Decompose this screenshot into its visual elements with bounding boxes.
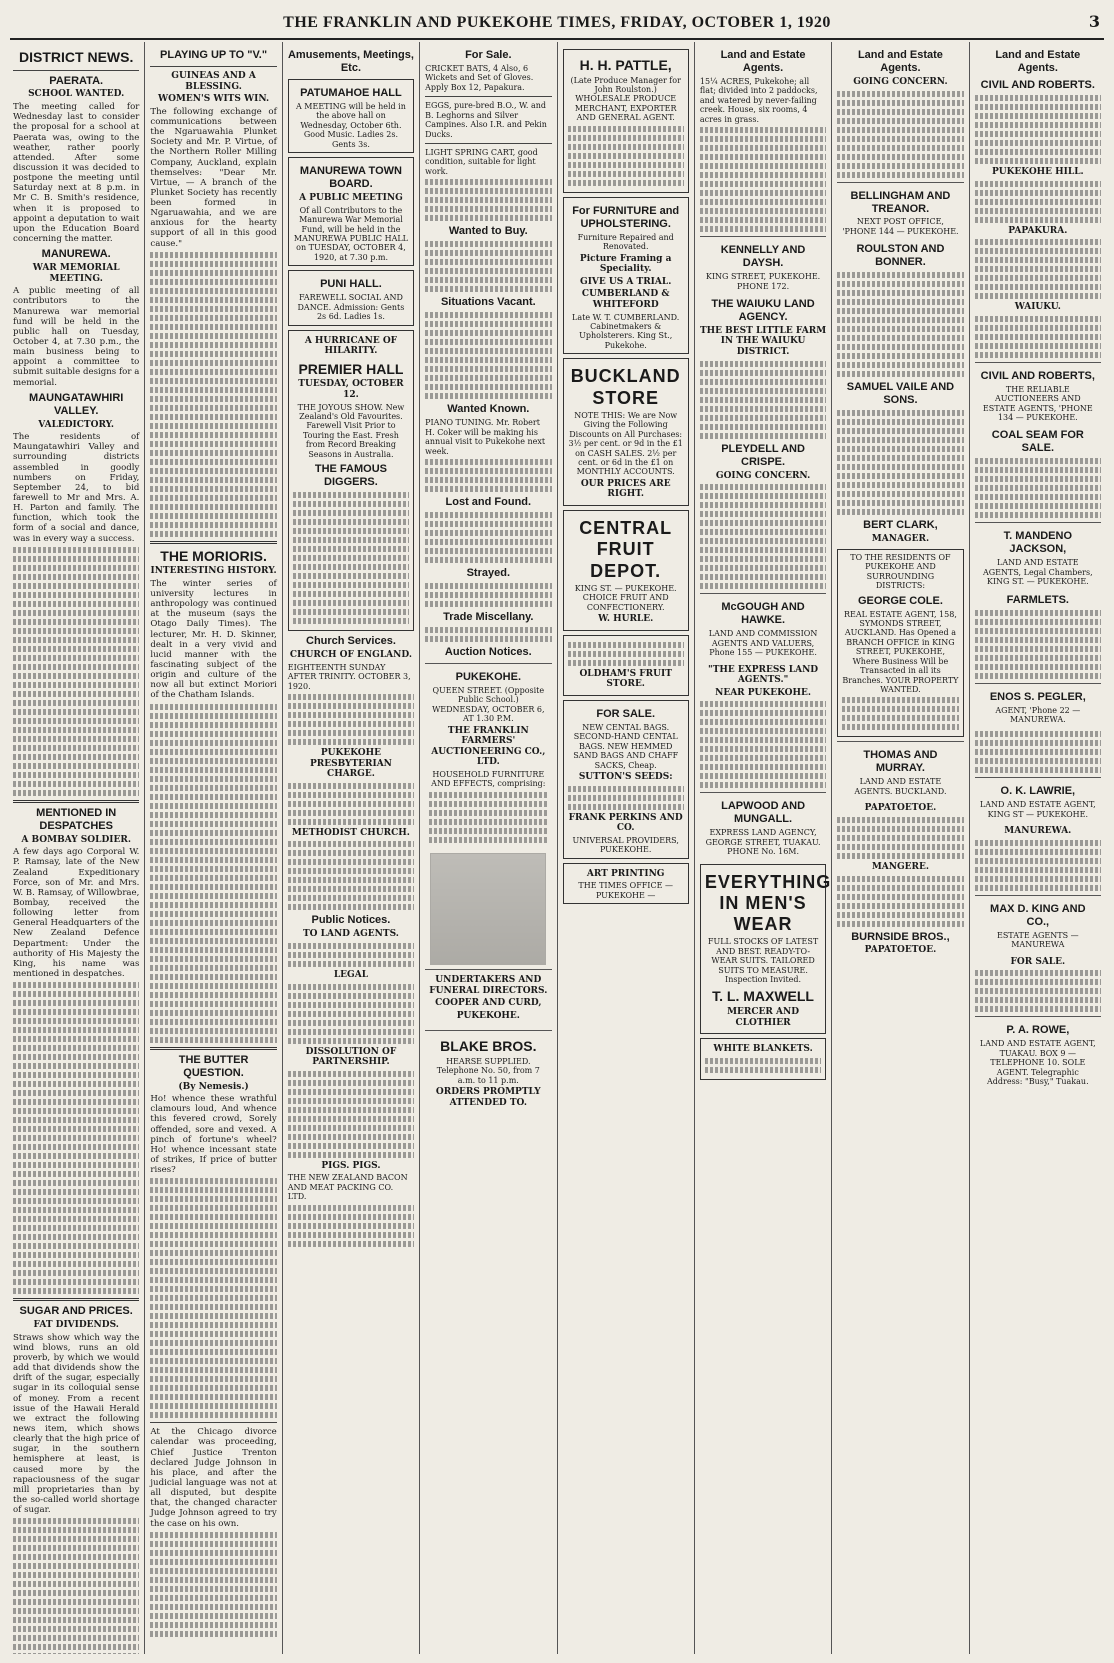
- article-subheading: GUINEAS AND A BLESSING.: [171, 70, 256, 92]
- agent-address: LAND AND COMMISSION AGENTS AND VALUERS, Phone 155 — PUKEKOHE.: [708, 629, 818, 658]
- ad-heading: PUNI HALL.: [320, 278, 382, 291]
- ad-subheading: ORDERS PROMPTLY ATTENDED TO.: [435, 1087, 541, 1108]
- agent-name: BURNSIDE BROS.,: [851, 930, 950, 943]
- section-heading: Auction Notices.: [444, 645, 532, 658]
- listing-heading: MANGERE.: [871, 861, 930, 872]
- listing-heading: WAIUKU.: [1014, 302, 1061, 313]
- column-2: [145, 42, 282, 1654]
- article-heading: MANUREWA.: [41, 248, 111, 261]
- listing-heading: MANUREWA.: [1004, 826, 1072, 837]
- advertisement: [288, 270, 414, 325]
- ad-subheading: A PUBLIC MEETING: [299, 193, 403, 204]
- ad-subheading: SUTTON'S SEEDS:: [578, 772, 673, 783]
- ad-body: THE JOYOUS SHOW. New Zealand's Old Favourites. Farewell Visit Prior to Touring the East. Fresh from Record Breaking Seasons in Australia.: [297, 402, 405, 459]
- advertisement: [837, 549, 963, 738]
- ad-heading: T. L. MAXWELL: [712, 988, 814, 1005]
- agent-name: KENNELLY AND DAYSH.: [720, 244, 806, 270]
- ad-subheading: UNDERTAKERS AND FUNERAL DIRECTORS.: [429, 974, 548, 996]
- agent-name: THOMAS AND MURRAY.: [863, 749, 938, 775]
- ad-subheading: A HURRICANE OF HILARITY.: [304, 335, 398, 357]
- article-body: The residents of Maungatawhiri Valley and surrounding districts assembled in goodly numbers on Friday, September 24, to bid farewell to Mr and Mrs. A. H. Parton and family. The function, which took the form of a social and dance, was in every way a success.: [13, 432, 140, 544]
- agent-address: LAND AND ESTATE AGENTS, Legal Chambers, KING ST. — PUKEKOHE.: [983, 558, 1093, 587]
- agent-block: [975, 777, 1101, 822]
- advertisement: [563, 358, 689, 506]
- masthead: [10, 8, 1104, 40]
- advertisement: [563, 863, 689, 904]
- listing-heading: NEAR PUKEKOHE.: [715, 687, 812, 698]
- advertisement: [563, 197, 689, 355]
- article-subheading: WAR MEMORIAL MEETING.: [32, 263, 120, 284]
- ad-body: NOTE THIS: We are Now Giving the Following Discounts on All Purchases: 3½ per cent. or 9d in the £1 on CASH SALES. 2½ per cent. or 6d in the £1 on MONTHLY ACCOUNTS.: [568, 410, 683, 477]
- agent-name: McGOUGH AND HAWKE.: [721, 601, 805, 627]
- article-body: The winter series of university lectures in anthropology was continued at the museum (says the Otago Daily Times). The lecturer, Mr. H. D. Skinner, dealt in a very vivid and lucid manner with the fascinating subject of the origin and culture of the now all but extinct Moriori of the Chatham Islands.: [150, 578, 277, 701]
- article-body: The following exchange of communications between the Ngaruawahia Plunket Society and Mr. P. Virtue, of the Northern Roller Milling Company, Auckland, explain themselves: "Dear Mr. Virtue, — A branch of the Plunket Society has recently been formed in Ngaruawahia, and we are anxious for the hearty support of all in this good cause.": [150, 106, 277, 249]
- ad-heading: COOPER AND CURD,: [435, 998, 542, 1009]
- ad-heading: OLDHAM'S FRUIT STORE.: [579, 668, 672, 690]
- ad-subheading: W. HURLE.: [598, 614, 654, 625]
- ad-body: (Late Produce Manager for John Roulston.) WHOLESALE PRODUCE MERCHANT, EXPORTER AND GENERAL AGENT.: [570, 75, 681, 123]
- agent-block: [975, 362, 1101, 426]
- section-heading: Situations Vacant.: [440, 296, 536, 309]
- agent-name: ROULSTON AND BONNER.: [856, 243, 945, 269]
- section-heading: For Sale.: [465, 49, 512, 61]
- column-4: [420, 42, 557, 1654]
- agent-address: THE RELIABLE AUCTIONEERS AND ESTATE AGENTS, 'PHONE 134 — PUKEKOHE.: [982, 384, 1093, 423]
- ad-heading: H. H. PATTLE,: [579, 57, 672, 73]
- classified-item: CRICKET BATS, 4 Also, 6 Wickets and Set of Gloves. Apply Box 12, Papakura.: [425, 63, 534, 92]
- agent-block: [837, 741, 963, 799]
- agent-address: PAPATOETOE.: [864, 945, 937, 956]
- ad-body: QUEEN STREET. (Opposite Public School.) WEDNESDAY, OCTOBER 6, AT 1.30 P.M.: [432, 685, 545, 724]
- ad-body: KING ST. — PUKEKOHE. CHOICE FRUIT AND CONFECTIONERY.: [574, 583, 677, 612]
- ad-heading: EVERYTHING IN MEN'S WEAR: [704, 871, 832, 935]
- section-heading: Wanted Known.: [447, 403, 530, 416]
- notice-body: THE NEW ZEALAND BACON AND MEAT PACKING CO. LTD.: [287, 1173, 408, 1202]
- ad-heading: THE FAMOUS DIGGERS.: [314, 463, 387, 489]
- advertisement: [700, 1038, 826, 1080]
- ad-heading: PREMIER HALL: [298, 360, 404, 377]
- agent-name: BELLINGHAM AND TREANOR.: [850, 189, 951, 215]
- agent-name: LAPWOOD AND MUNGALL.: [721, 800, 806, 826]
- section-heading: Church Services.: [306, 635, 396, 648]
- agent-name: T. MANDENO JACKSON,: [1003, 530, 1073, 556]
- article-heading: SUGAR AND PRICES.: [19, 1305, 133, 1318]
- ad-body: A MEETING will be held in the above hall on Wednesday, October 6th. Good Music. Ladies 2s. Gents 3s.: [295, 101, 406, 149]
- section-heading: DISTRICT NEWS.: [19, 49, 134, 65]
- listing-heading: PAPAKURA.: [1008, 225, 1068, 236]
- ad-body: NEW CENTAL BAGS. SECOND-HAND CENTAL BAGS. NEW HEMMED SAND BAGS AND CHAFF SACKS, Cheap.: [573, 722, 679, 770]
- agent-name: PLEYDELL AND CRISPE.: [721, 442, 805, 468]
- ad-body: THE TIMES OFFICE — PUKEKOHE —: [578, 881, 673, 900]
- classified-item: EGGS, pure-bred B.O., W. and B. Leghorns and Silver Campines. Also I.R. and Pekin Ducks.: [425, 101, 547, 139]
- ad-heading: ART PRINTING: [586, 868, 665, 879]
- article-heading: MENTIONED IN DESPATCHES: [36, 806, 117, 832]
- article-byline: (By Nemesis.): [178, 1081, 249, 1092]
- article-body: A public meeting of all contributors to the Manurewa war memorial fund will be held in the public hall on Tuesday, October 4, at 7.30 p.m., the main business being to appoint a committee to submit suitable designs for a memorial.: [13, 286, 140, 388]
- agent-block: [975, 683, 1101, 728]
- agent-block: [837, 182, 963, 240]
- agent-address: KING STREET, PUKEKOHE. PHONE 172.: [705, 272, 821, 291]
- section-heading: Land and Estate Agents.: [857, 49, 943, 74]
- advertisement: [288, 79, 414, 153]
- agent-address: EXPRESS LAND AGENCY, GEORGE STREET, TUAKAU. PHONE No. 16M.: [705, 828, 821, 857]
- advertisement: [288, 157, 414, 266]
- ad-body: UNIVERSAL PROVIDERS, PUKEKOHE.: [572, 835, 679, 855]
- listing-heading: PAPATOETOE.: [864, 803, 937, 814]
- advertisement: [563, 49, 689, 193]
- agent-block: [975, 895, 1101, 953]
- agent-name: MAX D. KING AND CO.,: [990, 902, 1086, 928]
- notice-heading: TO LAND AGENTS.: [302, 929, 399, 940]
- hearse-illustration: [430, 853, 546, 965]
- ad-body: TO THE RESIDENTS OF PUKEKOHE AND SURROUNDING DISTRICTS:: [850, 552, 951, 591]
- ad-body: Late W. T. CUMBERLAND. Cabinetmakers & Upholsterers. King St., Pukekohe.: [572, 312, 680, 350]
- listing-heading: GOING CONCERN.: [853, 76, 948, 87]
- ad-heading: FRANK PERKINS AND CO.: [568, 812, 683, 834]
- columns: [8, 42, 1106, 1654]
- ad-heading: PUKEKOHE.: [455, 670, 522, 683]
- advertisement: [563, 700, 689, 859]
- article-subheading: FAT DIVIDENDS.: [33, 1320, 119, 1331]
- article-heading: PLAYING UP TO "V.": [160, 49, 268, 61]
- classified-item: LIGHT SPRING CART, good condition, suitable for light work.: [425, 148, 538, 176]
- ad-heading: BLAKE BROS.: [440, 1038, 537, 1055]
- listing-heading: FOR SALE.: [1010, 956, 1066, 967]
- notice-heading: PIGS. PIGS.: [321, 1160, 381, 1171]
- ad-body: Of all Contributors to the Manurewa War Memorial Fund, will be held in the MANUREWA PUBLIC HALL on TUESDAY, OCTOBER 4, 1920, at 7.30 p.m.: [293, 205, 408, 262]
- column-7: [832, 42, 969, 1654]
- agent-name: P. A. ROWE,: [1006, 1024, 1070, 1037]
- ad-heading: MANUREWA TOWN BOARD.: [299, 165, 402, 191]
- ad-heading: WHITE BLANKETS.: [713, 1044, 813, 1055]
- column-8: [970, 42, 1106, 1654]
- column-6: [695, 42, 832, 1654]
- ad-heading: PATUMAHOE HALL: [300, 86, 402, 99]
- agent-block: [700, 593, 826, 660]
- agent-block: [975, 1016, 1101, 1089]
- ad-body: Furniture Repaired and Renovated.: [577, 232, 674, 252]
- agent-name: O. K. LAWRIE,: [1000, 785, 1076, 798]
- page-number: 3: [1088, 12, 1100, 31]
- church-body: EIGHTEENTH SUNDAY AFTER TRINITY. OCTOBER 3, 1920.: [287, 662, 411, 691]
- listing-heading: FARMLETS.: [1006, 593, 1069, 606]
- listing-heading: PUKEKOHE HILL.: [991, 166, 1084, 177]
- ad-subheading: PUKEKOHE.: [456, 1010, 520, 1021]
- article-body: The meeting called for Wednesday last to consider the proposal for a school at Paerata was, owing to the weather, rather poorly attended. After some discussion it was decided to postpone the meeting until Saturday next at 8 p.m. in Mr C. B. Smith's residence, when it is proposed to appoint a deputation to wait upon the Education Board concerning the matter.: [13, 102, 140, 244]
- article-subheading: A BOMBAY SOLDIER.: [21, 834, 131, 845]
- masthead-title: THE FRANKLIN AND PUKEKOHE TIMES, FRIDAY, OCTOBER 1, 1920: [283, 14, 831, 31]
- agency-heading: THE WAIUKU LAND AGENCY.: [711, 297, 815, 323]
- ad-subheading: THE FRANKLIN FARMERS' AUCTIONEERING CO., LTD.: [431, 725, 546, 768]
- advertisement: [425, 1030, 551, 1113]
- advertisement: [563, 510, 689, 631]
- agent-block: [975, 522, 1101, 589]
- agent-address: NEXT POST OFFICE, 'PHONE 144 — PUKEKOHE.: [842, 217, 959, 236]
- article-subheading: WOMEN'S WITS WIN.: [157, 94, 270, 105]
- ad-heading: For FURNITURE and UPHOLSTERING.: [572, 204, 680, 230]
- article-heading: PAERATA.: [49, 74, 104, 87]
- column-3: [283, 42, 420, 1654]
- ad-subheading: OUR PRICES ARE RIGHT.: [580, 478, 671, 500]
- church-heading: METHODIST CHURCH.: [291, 827, 410, 838]
- listing-heading: GOING CONCERN.: [715, 470, 811, 481]
- agency-heading: "THE EXPRESS LAND AGENTS.": [708, 664, 819, 686]
- section-heading: Wanted to Buy.: [448, 225, 528, 238]
- article-body: A few days ago Corporal W. P. Ramsay, late of the New Zealand Expeditionary Force, son of Mr. and Mrs. W. B. Ramsay, of Willowbrae, Bombay, received the following letter from General Headquarters of the New Zealand Defence Department: Under the authority of His Majesty the King, his name was mentioned in despatches.: [13, 847, 140, 979]
- ad-heading: BUCKLAND STORE: [570, 366, 681, 408]
- notice-heading: DISSOLUTION OF PARTNERSHIP.: [305, 1046, 397, 1068]
- agent-address: LAND AND ESTATE AGENT, KING ST — PUKEKOHE.: [979, 800, 1096, 819]
- agent-address: LAND AND ESTATE AGENTS. BUCKLAND.: [854, 777, 947, 796]
- article-body: Straws show which way the wind blows, runs an old proverb, by which we would add that dividends show the drift of the sugar, especially sugar in its colloquial sense of money. From a recent issue of the Hawaii Herald we extract the following news item, which shows clearly that the high price of sugar, in the southern hemisphere at least, is caused more by the rapaciousness of the sugar mill proprietaries than by the so-called world shortage of sugar.: [13, 1332, 140, 1516]
- section-heading: Amusements, Meetings, Etc.: [287, 49, 414, 74]
- listing-heading: THE BEST LITTLE FARM IN THE WAIUKU DISTRICT.: [699, 325, 827, 358]
- listing-heading: COAL SEAM FOR SALE.: [991, 429, 1084, 455]
- church-heading: CHURCH OF ENGLAND.: [289, 650, 412, 661]
- poem-body: Ho! whence these wrathful clamours loud, And whence this fevered crowd, Sorely offended, sore and vexed. A pinch of fortune's wheel? Ho! whence incessant state of strikes, If price of butter rises?: [150, 1094, 277, 1176]
- agent-address: LAND AND ESTATE AGENT, TUAKAU. BOX 9 — TELEPHONE 10. SOLE AGENT. Telegraphic Address: "Busy," Tuakau.: [979, 1039, 1096, 1087]
- ad-heading: GEORGE COLE.: [857, 594, 943, 607]
- agent-name: BERT CLARK,: [863, 519, 938, 532]
- agent-title: MANAGER.: [871, 534, 930, 545]
- article-subheading: VALEDICTORY.: [38, 419, 115, 430]
- advertisement: [288, 330, 414, 632]
- ad-heading: CENTRAL FRUIT DEPOT.: [579, 518, 673, 581]
- agent-block: [700, 792, 826, 859]
- section-heading: Land and Estate Agents.: [720, 49, 806, 74]
- ad-body: HOUSEHOLD FURNITURE AND EFFECTS, comprising:: [431, 770, 546, 789]
- agent-name: CIVIL AND ROBERTS.: [980, 78, 1095, 91]
- ad-body: FAREWELL SOCIAL AND DANCE. Admission: Gents 2s 6d. Ladies 1s.: [297, 293, 405, 322]
- classified-item: PIANO TUNING. Mr. Robert H. Coker will be making his annual visit to Pukekohe next week.: [425, 418, 546, 456]
- ad-body: FULL STOCKS OF LATEST AND BEST. READY-TO-WEAR SUITS. TAILORED SUITS TO MEASURE. Inspection Invited.: [707, 937, 819, 985]
- section-heading: Lost and Found.: [445, 496, 532, 508]
- article-subheading: INTERESTING HISTORY.: [150, 566, 277, 577]
- agent-name: ENOS S. PEGLER,: [989, 690, 1086, 703]
- agent-address: AGENT, 'Phone 22 — MANUREWA.: [995, 705, 1081, 725]
- advertisement: [425, 969, 551, 1026]
- advertisement: [700, 864, 832, 1035]
- agent-name: CIVIL AND ROBERTS,: [980, 369, 1095, 382]
- listing: 15¼ ACRES, Pukekohe; all flat; divided into 2 paddocks, and watered by never-failing creek. House, six rooms, 4 acres in grass.: [699, 76, 818, 124]
- ad-subheading: Picture Framing a Speciality.: [579, 253, 672, 275]
- advertisement: [563, 635, 689, 696]
- ad-date: TUESDAY, OCTOBER 12.: [298, 379, 404, 400]
- agent-address: ESTATE AGENTS — MANUREWA: [996, 930, 1079, 950]
- auction-notice: [425, 663, 551, 849]
- church-heading: PUKEKOHE PRESBYTERIAN CHARGE.: [309, 747, 392, 780]
- ad-heading: CUMBERLAND & WHITEFORD: [581, 289, 670, 310]
- section-heading: Land and Estate Agents.: [995, 49, 1081, 74]
- agent-block: [700, 236, 826, 294]
- ad-heading: FOR SALE.: [596, 707, 656, 720]
- article-subheading: SCHOOL WANTED.: [28, 89, 125, 100]
- article-heading: MAUNGATAWHIRI VALLEY.: [29, 391, 124, 417]
- section-heading: Public Notices.: [311, 914, 391, 927]
- section-heading: Strayed.: [466, 566, 511, 579]
- ad-body: HEARSE SUPPLIED. Telephone No. 50, from 7 a.m. to 11 p.m.: [436, 1056, 540, 1085]
- column-5: [558, 42, 695, 1654]
- ad-subheading: GIVE US A TRIAL.: [580, 276, 672, 287]
- notice-heading: LEGAL: [333, 969, 369, 980]
- article-heading: THE MORIORIS.: [160, 547, 267, 564]
- article-body: At the Chicago divorce calendar was proceeding, Chief Justice Trenton declared Judge Johnson in his place, and after the judicial language was not at all disputed, but despite that, the changed character Judge Johnson agreed to try the case on his own.: [150, 1427, 277, 1529]
- ad-body: REAL ESTATE AGENT, 158, SYMONDS STREET, AUCKLAND. Has Opened a BRANCH OFFICE in KING STREET, PUKEKOHE, Where Business Will be Transacted in all its Branches. YOUR PROPERTY WANTED.: [842, 609, 959, 695]
- section-heading: Trade Miscellany.: [443, 610, 534, 623]
- agent-name: SAMUEL VAILE AND SONS.: [846, 381, 955, 407]
- article-heading: THE BUTTER QUESTION.: [178, 1053, 249, 1079]
- column-1: [8, 42, 145, 1654]
- ad-subheading: MERCER AND CLOTHIER: [727, 1006, 800, 1028]
